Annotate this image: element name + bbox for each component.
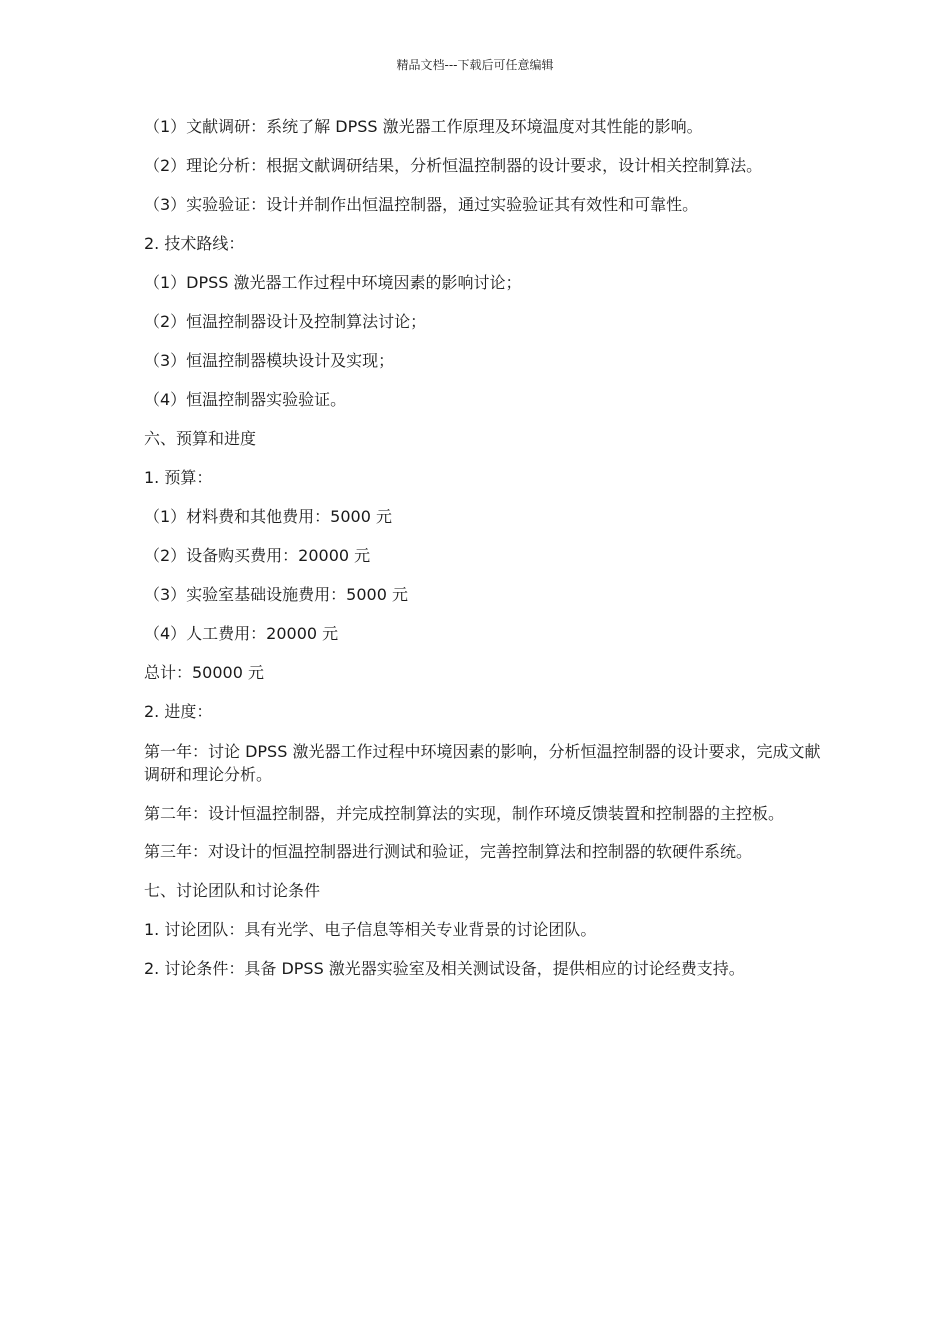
schedule-year-3: 第三年：对设计的恒温控制器进行测试和验证，完善控制算法和控制器的软硬件系统。 bbox=[144, 842, 753, 861]
route-item-1: （1）DPSS 激光器工作过程中环境因素的影响讨论； bbox=[144, 273, 522, 292]
team-description: 1. 讨论团队：具有光学、电子信息等相关专业背景的讨论团队。 bbox=[144, 920, 597, 939]
route-item-4: （4）恒温控制器实验验证。 bbox=[144, 390, 347, 409]
method-item-theory: （2）理论分析：根据文献调研结果，分析恒温控制器的设计要求，设计相关控制算法。 bbox=[144, 156, 763, 175]
schedule-year-1: 第一年：讨论 DPSS 激光器工作过程中环境因素的影响，分析恒温控制器的设计要求，完成文献调研和理论分析。 bbox=[144, 742, 821, 784]
section-six-heading: 六、预算和进度 bbox=[144, 429, 257, 448]
schedule-year-2: 第二年：设计恒温控制器，并完成控制算法的实现，制作环境反馈装置和控制器的主控板。 bbox=[144, 804, 785, 823]
method-item-literature: （1）文献调研：系统了解 DPSS 激光器工作原理及环境温度对其性能的影响。 bbox=[144, 117, 703, 136]
section-seven-heading: 七、讨论团队和讨论条件 bbox=[144, 881, 321, 900]
schedule-heading: 2. 进度： bbox=[144, 702, 213, 721]
budget-item-materials: （1）材料费和其他费用：5000 元 bbox=[144, 507, 392, 526]
budget-item-lab: （3）实验室基础设施费用：5000 元 bbox=[144, 585, 408, 604]
budget-item-equipment: （2）设备购买费用：20000 元 bbox=[144, 546, 371, 565]
route-item-3: （3）恒温控制器模块设计及实现； bbox=[144, 351, 395, 370]
budget-item-labor: （4）人工费用：20000 元 bbox=[144, 624, 339, 643]
document-body bbox=[144, 116, 824, 997]
technical-route-heading: 2. 技术路线： bbox=[144, 234, 245, 253]
conditions-description: 2. 讨论条件：具备 DPSS 激光器实验室及相关测试设备，提供相应的讨论经费支持。 bbox=[144, 959, 745, 978]
budget-heading: 1. 预算： bbox=[144, 468, 213, 487]
budget-total: 总计：50000 元 bbox=[144, 663, 264, 682]
page-header: 精品文档---下载后可任意编辑 bbox=[396, 58, 554, 72]
method-item-experiment: （3）实验验证：设计并制作出恒温控制器，通过实验验证其有效性和可靠性。 bbox=[144, 195, 699, 214]
route-item-2: （2）恒温控制器设计及控制算法讨论； bbox=[144, 312, 427, 331]
